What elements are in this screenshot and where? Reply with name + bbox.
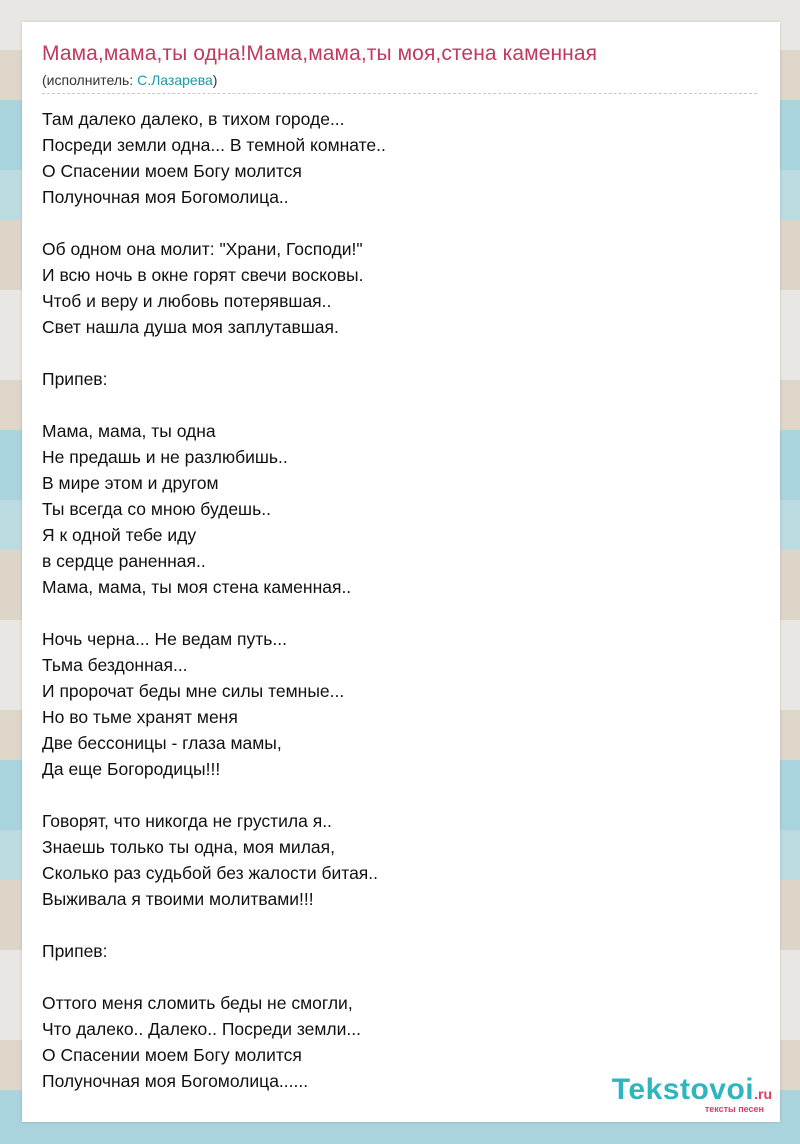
song-title: Мама,мама,ты одна!Мама,мама,ты моя,стена каменная (42, 42, 598, 65)
lyric-line: Об одном она молит: "Храни, Господи!" (42, 239, 363, 259)
lyric-line: Ночь черна... Не ведам путь... (42, 629, 287, 649)
lyric-line (42, 340, 742, 366)
lyric-line: Сколько раз судьбой без жалости битая.. (42, 863, 379, 883)
artist-line (42, 72, 217, 88)
lyric-line: Две бессоницы - глаза мамы, (42, 733, 282, 753)
lyric-line: О Спасении моем Богу молится (42, 161, 302, 181)
lyric-line (42, 210, 742, 236)
lyric-line: Мама, мама, ты моя стена каменная.. (42, 577, 352, 597)
lyric-line: Оттого меня сломить беды не смогли, (42, 993, 353, 1013)
lyric-line: Не предашь и не разлюбишь.. (42, 447, 288, 467)
lyric-line: Чтоб и веру и любовь потерявшая.. (42, 291, 332, 311)
artist-suffix: ) (212, 72, 218, 88)
lyric-line: И всю ночь в окне горят свечи восковы. (42, 265, 364, 285)
logo-tagline: тексты песен (704, 1104, 764, 1114)
lyric-line: в сердце раненная.. (42, 551, 206, 571)
lyric-line: Да еще Богородицы!!! (42, 759, 221, 779)
lyric-line: Выживала я твоими молитвами!!! (42, 889, 314, 909)
lyric-line: Я к одной тебе иду (42, 525, 197, 545)
logo-tld: .ru (754, 1086, 772, 1102)
lyric-line: И пророчат беды мне силы темные... (42, 681, 345, 701)
lyric-line (42, 600, 742, 626)
artist-link[interactable]: С.Лазарева (137, 72, 213, 88)
lyrics-body (42, 106, 742, 1094)
lyric-line: О Спасении моем Богу молится (42, 1045, 302, 1065)
lyric-line: Но во тьме хранят меня (42, 707, 238, 727)
lyric-line: Что далеко.. Далеко.. Посреди земли... (42, 1019, 361, 1039)
lyric-line: Ты всегда со мною будешь.. (42, 499, 271, 519)
lyric-line: Полуночная моя Богомолица.. (42, 187, 289, 207)
site-logo[interactable] (612, 1074, 772, 1114)
lyric-line: В мире этом и другом (42, 473, 219, 493)
lyric-line: Свет нашла душа моя заплутавшая. (42, 317, 339, 337)
lyric-line (42, 912, 742, 938)
lyric-line (42, 392, 742, 418)
lyric-line: Тьма бездонная... (42, 655, 188, 675)
lyric-line: Припев: (42, 941, 108, 961)
lyric-line: Мама, мама, ты одна (42, 421, 216, 441)
lyric-line: Говорят, что никогда не грустила я.. (42, 811, 332, 831)
artist-prefix: (исполнитель: (42, 72, 138, 88)
lyric-line: Полуночная моя Богомолица...... (42, 1071, 309, 1091)
lyric-line (42, 782, 742, 808)
lyrics-card (22, 22, 780, 1122)
lyric-line: Знаешь только ты одна, моя милая, (42, 837, 335, 857)
lyric-line: Посреди земли одна... В темной комнате.. (42, 135, 386, 155)
lyric-line (42, 964, 742, 990)
divider (42, 93, 757, 94)
logo-name: Tekstovoi (611, 1073, 755, 1106)
lyric-line: Там далеко далеко, в тихом городе... (42, 109, 345, 129)
lyric-line: Припев: (42, 369, 108, 389)
